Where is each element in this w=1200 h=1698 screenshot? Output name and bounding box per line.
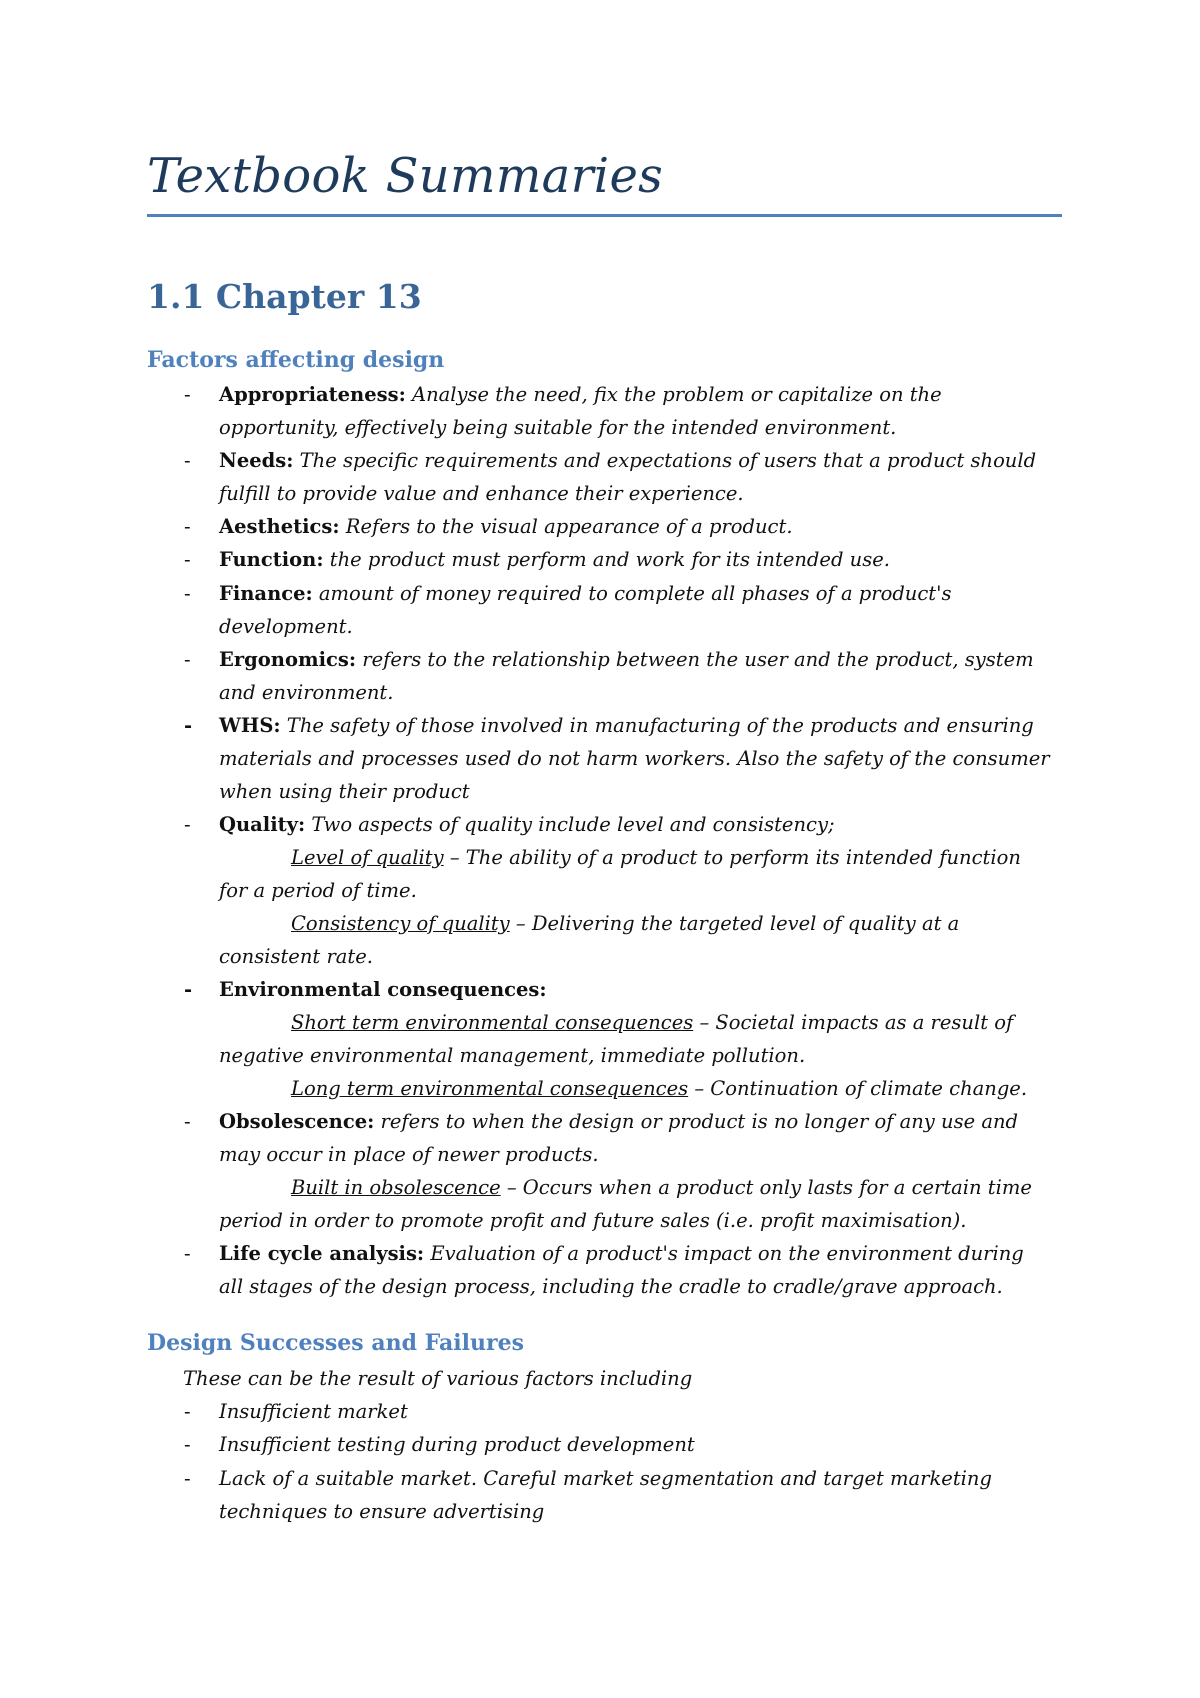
sub-item-term: Built in obsolescence: [291, 1176, 501, 1199]
item-text: amount of money required to complete all phases of a product's: [312, 582, 952, 605]
item-term: Obsolescence:: [219, 1110, 375, 1133]
item-text: Refers to the visual appearance of a product.: [339, 515, 793, 538]
item-text: when using their product: [219, 780, 470, 803]
sub-item-text: – Occurs when a product only lasts for a certain time: [500, 1176, 1032, 1199]
item-text: techniques to ensure advertising: [219, 1500, 545, 1523]
item-text: period in order to promote profit and future sales (i.e. profit maximisation).: [219, 1209, 967, 1232]
item-text: fulfill to provide value and enhance their experience.: [219, 482, 744, 505]
item-text: negative environmental management, immediate pollution.: [219, 1044, 806, 1067]
bullet-dash: -: [184, 648, 191, 671]
bullet-dash: -: [184, 1433, 191, 1456]
bullet-dash: -: [184, 714, 193, 737]
sub-item-text: – The ability of a product to perform its intended function: [443, 846, 1021, 869]
sub-item-text: – Delivering the targeted level of quality at a: [509, 912, 960, 935]
title-underline: [147, 214, 1062, 217]
item-text: Analyse the need, fix the problem or capitalize on the: [405, 383, 942, 406]
section-heading-successes: Design Successes and Failures: [147, 1330, 524, 1356]
item-text: Lack of a suitable market. Careful market segmentation and target marketing: [219, 1467, 992, 1490]
sub-item-term: Long term environmental consequences: [291, 1077, 689, 1100]
item-text: The specific requirements and expectations of users that a product should: [293, 449, 1037, 472]
item-term: Environmental consequences:: [219, 978, 547, 1001]
sub-item-term: Consistency of quality: [291, 912, 510, 935]
item-text: refers to when the design or product is no longer of any use and: [374, 1110, 1018, 1133]
bullet-dash: -: [184, 1242, 191, 1265]
bullet-dash: -: [184, 1400, 191, 1423]
item-term: Function:: [219, 548, 324, 571]
bullet-dash: -: [184, 449, 191, 472]
item-term: Ergonomics:: [219, 648, 357, 671]
bullet-dash: -: [184, 978, 193, 1001]
item-text: consistent rate.: [219, 945, 373, 968]
item-text: materials and processes used do not harm workers. Also the safety of the consumer: [219, 747, 1050, 770]
item-text: opportunity, effectively being suitable for the intended environment.: [219, 416, 897, 439]
item-term: Appropriateness:: [219, 383, 406, 406]
item-text: may occur in place of newer products.: [219, 1143, 599, 1166]
bullet-dash: -: [184, 1467, 191, 1490]
item-text: and environment.: [219, 681, 394, 704]
item-term: Needs:: [219, 449, 294, 472]
item-text: The safety of those involved in manufacturing of the products and ensuring: [280, 714, 1034, 737]
item-text: Evaluation of a product's impact on the environment during: [424, 1242, 1024, 1265]
item-text: for a period of time.: [219, 879, 417, 902]
bullet-dash: -: [184, 1110, 191, 1133]
item-text: Insufficient testing during product development: [219, 1433, 695, 1456]
item-text: the product must perform and work for its intended use.: [323, 548, 890, 571]
document-title: Textbook Summaries: [147, 148, 664, 204]
intro-text: These can be the result of various factors including: [183, 1367, 693, 1390]
item-term: Life cycle analysis:: [219, 1242, 425, 1265]
item-term: Quality:: [219, 813, 306, 836]
chapter-heading: 1.1 Chapter 13: [147, 277, 422, 316]
bullet-dash: -: [184, 515, 191, 538]
item-text: all stages of the design process, including the cradle to cradle/grave approach.: [219, 1275, 1003, 1298]
section-heading-factors: Factors affecting design: [147, 347, 445, 373]
sub-item-text: – Societal impacts as a result of: [693, 1011, 1014, 1034]
item-text: Two aspects of quality include level and consistency;: [305, 813, 835, 836]
item-term: Aesthetics:: [219, 515, 340, 538]
bullet-dash: -: [184, 383, 191, 406]
item-term: WHS:: [219, 714, 281, 737]
bullet-dash: -: [184, 548, 191, 571]
item-text: Insufficient market: [219, 1400, 408, 1423]
bullet-dash: -: [184, 813, 191, 836]
item-text: refers to the relationship between the user and the product, system: [356, 648, 1034, 671]
sub-item-text: – Continuation of climate change.: [688, 1077, 1028, 1100]
bullet-dash: -: [184, 582, 191, 605]
sub-item-term: Short term environmental consequences: [291, 1011, 694, 1034]
item-text: development.: [219, 615, 353, 638]
sub-item-term: Level of quality: [291, 846, 444, 869]
item-term: Finance:: [219, 582, 313, 605]
